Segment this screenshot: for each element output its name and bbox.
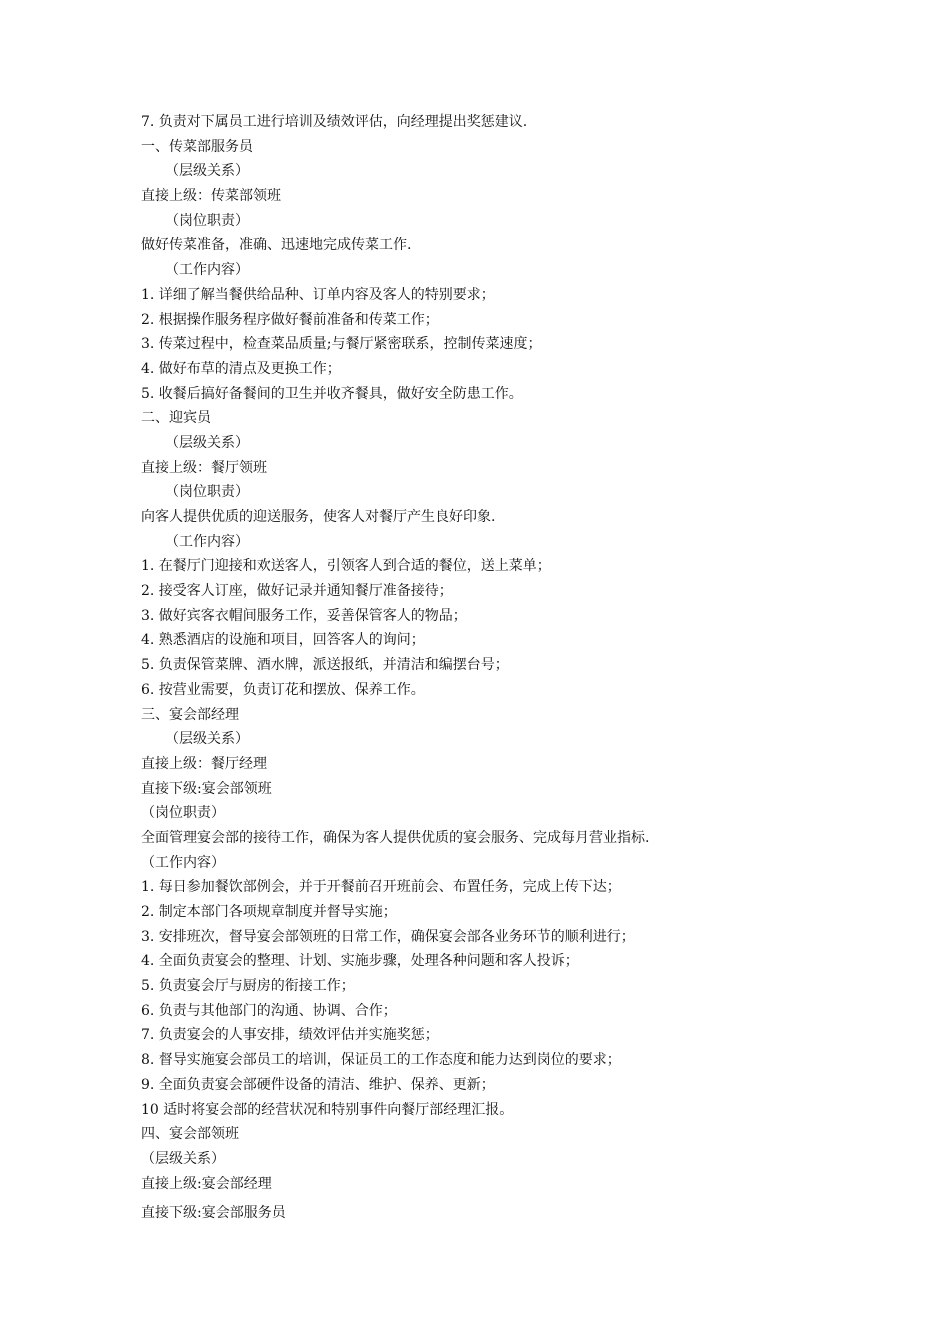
text-line: 全面管理宴会部的接待工作，确保为客人提供优质的宴会服务、完成每月营业指标.	[141, 829, 650, 846]
text-line: 3. 传菜过程中，检查菜品质量;与餐厅紧密联系，控制传菜速度；	[141, 336, 542, 353]
text-line: 9. 全面负责宴会部硬件设备的清洁、维护、保养、更新；	[141, 1076, 495, 1093]
document-body	[141, 110, 861, 1226]
text-line: 直接上级：传菜部领班	[141, 188, 281, 205]
text-line: （工作内容）	[165, 262, 249, 279]
text-line: （层级关系）	[165, 731, 249, 748]
text-line: 做好传菜准备，准确、迅速地完成传菜工作.	[141, 237, 412, 254]
text-line: 一、传菜部服务员	[141, 138, 253, 155]
text-line: 2. 接受客人订座，做好记录并通知餐厅准备接待；	[141, 583, 453, 600]
text-line: 7. 负责宴会的人事安排，绩效评估并实施奖惩；	[141, 1027, 439, 1044]
text-line: （岗位职责）	[141, 805, 225, 822]
text-line: 5. 负责保管菜牌、酒水牌，派送报纸，并清洁和编摆台号；	[141, 657, 509, 674]
text-line: （层级关系）	[141, 1150, 225, 1167]
text-line: 直接上级：餐厅领班	[141, 459, 267, 476]
text-line: 5. 收餐后搞好备餐间的卫生并收齐餐具，做好安全防患工作。	[141, 385, 523, 402]
text-line: 10 适时将宴会部的经营状况和特别事件向餐厅部经理汇报。	[141, 1101, 514, 1118]
text-line: 5. 负责宴会厅与厨房的衔接工作；	[141, 978, 355, 995]
text-line: （层级关系）	[165, 163, 249, 180]
text-line: 三、宴会部经理	[141, 706, 239, 723]
text-line: 直接下级:宴会部服务员	[141, 1205, 286, 1222]
text-line: 3. 做好宾客衣帽间服务工作，妥善保管客人的物品；	[141, 607, 467, 624]
text-line: 6. 按营业需要，负责订花和摆放、保养工作。	[141, 681, 425, 698]
text-line: 3. 安排班次，督导宴会部领班的日常工作，确保宴会部各业务环节的顺利进行；	[141, 928, 635, 945]
text-line: （岗位职责）	[165, 484, 249, 501]
text-line: 2. 制定本部门各项规章制度并督导实施；	[141, 904, 397, 920]
text-line: 4. 全面负责宴会的整理、计划、实施步骤，处理各种问题和客人投诉；	[141, 953, 579, 970]
text-line: （层级关系）	[165, 434, 249, 451]
text-line: 6. 负责与其他部门的沟通、协调、合作；	[141, 1002, 397, 1019]
text-line: （岗位职责）	[165, 212, 249, 229]
text-line: 1. 详细了解当餐供给品种、订单内容及客人的特别要求；	[141, 286, 495, 303]
text-line: 直接上级:宴会部经理	[141, 1175, 272, 1192]
text-line: 4. 做好布草的清点及更换工作；	[141, 360, 341, 377]
text-line: 7. 负责对下属员工进行培训及绩效评估，向经理提出奖惩建议.	[141, 114, 528, 130]
text-line: 直接上级：餐厅经理	[141, 755, 267, 772]
text-line: （工作内容）	[141, 854, 225, 871]
text-line: 直接下级:宴会部领班	[141, 780, 272, 797]
text-line: 8. 督导实施宴会部员工的培训，保证员工的工作态度和能力达到岗位的要求；	[141, 1052, 621, 1069]
text-line: 二、迎宾员	[141, 410, 211, 427]
text-line: （工作内容）	[165, 533, 249, 550]
text-line: 4. 熟悉酒店的设施和项目，回答客人的询问；	[141, 632, 425, 649]
text-line: 2. 根据操作服务程序做好餐前准备和传菜工作；	[141, 311, 439, 328]
text-line: 向客人提供优质的迎送服务，使客人对餐厅产生良好印象.	[141, 509, 496, 525]
text-line: 1. 每日参加餐饮部例会，并于开餐前召开班前会、布置任务，完成上传下达；	[141, 879, 621, 896]
text-line: 1. 在餐厅门迎接和欢送客人，引领客人到合适的餐位，送上菜单；	[141, 558, 551, 575]
text-line: 四、宴会部领班	[141, 1126, 239, 1143]
